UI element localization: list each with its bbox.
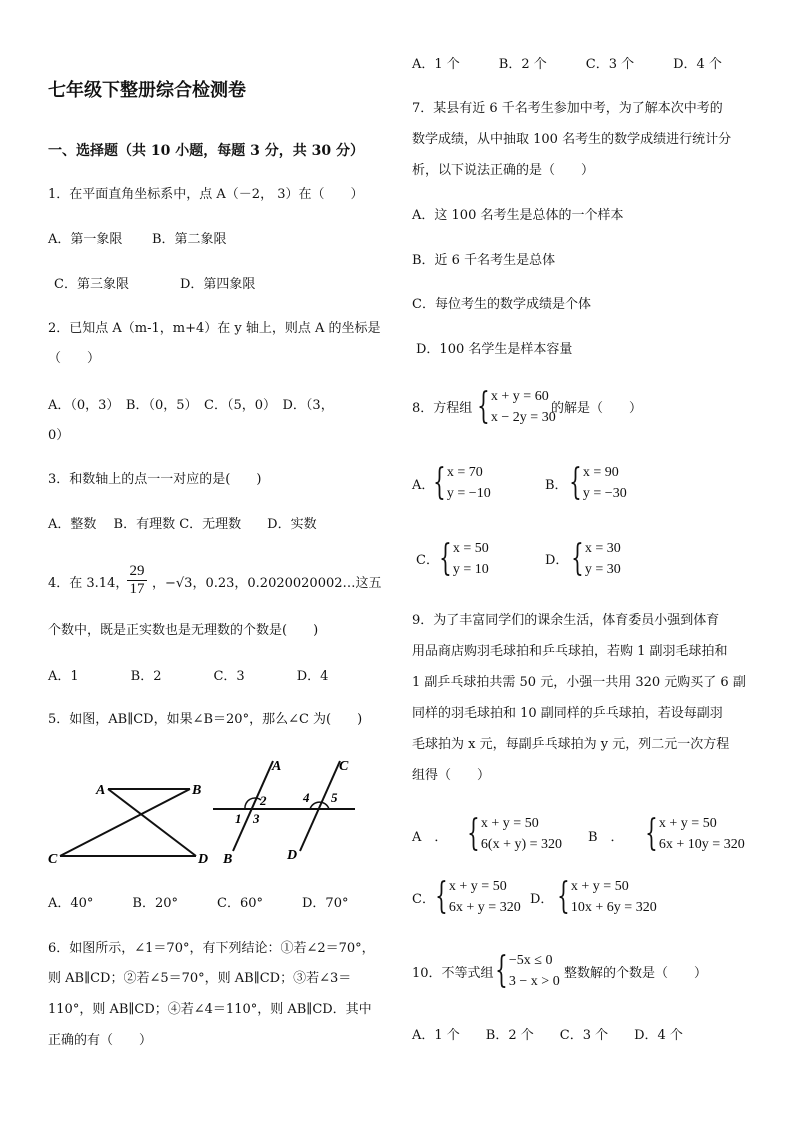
q10-eq2: 3 − x > 0 bbox=[508, 974, 560, 989]
q6-stem-line4: 正确的有（ ） bbox=[48, 1033, 153, 1048]
q9-option-b-eq2: 6x + 10y = 320 bbox=[658, 837, 745, 852]
q5-figure bbox=[40, 772, 220, 870]
q9-stem-line3: 1 副乒乓球拍共需 50 元，小强一共用 320 元购买了 6 副 bbox=[412, 675, 746, 690]
brace-icon: { bbox=[439, 538, 452, 579]
q8-option-b-system bbox=[564, 462, 627, 504]
brace-icon: { bbox=[435, 876, 448, 917]
q8-option-b-label: B． bbox=[545, 478, 568, 493]
brace-icon: { bbox=[557, 876, 570, 917]
q9-stem-line2: 用品商店购羽毛球拍和乒乓球拍，若购 1 副羽毛球拍和 bbox=[412, 644, 728, 659]
q1-option-c: C．第三象限 bbox=[54, 277, 129, 292]
q9-stem-line6: 组得（ ） bbox=[412, 768, 491, 783]
brace-icon: { bbox=[571, 538, 584, 579]
section-heading: 一、选择题（共 10 小题，每题 3 分，共 30 分） bbox=[48, 143, 364, 159]
point-d-label: D bbox=[287, 848, 298, 863]
q9-option-a-eq1: x + y = 50 bbox=[480, 816, 539, 831]
q8-option-c-system bbox=[434, 538, 489, 580]
q7-stem-line2: 数学成绩，从中抽取 100 名考生的数学成绩进行统计分 bbox=[412, 132, 732, 147]
q8-eq1: x + y = 60 bbox=[490, 389, 549, 404]
q9-option-a-eq2: 6(x + y) = 320 bbox=[480, 837, 563, 852]
q2-options: A．（0，3） B．（0，5） C．（5，0） D．（3， bbox=[48, 398, 334, 413]
q8-eq2: x − 2y = 30 bbox=[490, 410, 556, 425]
segment-ad bbox=[108, 789, 196, 856]
q6-options: A．1 个 B．2 个 C．3 个 D．4 个 bbox=[412, 57, 722, 72]
q5-options: A．40° B．20° C．60° D．70° bbox=[48, 896, 349, 911]
line-ab bbox=[233, 761, 273, 851]
q8-option-d-system bbox=[566, 538, 621, 580]
q9-option-d-eq2: 10x + 6y = 320 bbox=[570, 900, 657, 915]
q8-option-a-eq1: x = 70 bbox=[446, 465, 483, 480]
angle-5-label: 5 bbox=[331, 790, 338, 805]
q10-eq1: −5x ≤ 0 bbox=[508, 953, 553, 968]
q7-option-c: C．每位考生的数学成绩是个体 bbox=[412, 297, 591, 312]
q9-option-b-label: B ． bbox=[588, 830, 624, 845]
q7-option-d: D．100 名学生是样本容量 bbox=[416, 342, 573, 357]
q9-option-c-eq2: 6x + y = 320 bbox=[448, 900, 521, 915]
brace-icon: { bbox=[645, 813, 658, 854]
q3-options: A．整数 B．有理数 C．无理数 D．实数 bbox=[48, 517, 317, 532]
q4-stem-line2: 个数中，既是正实数也是无理数的个数是( ) bbox=[48, 623, 319, 638]
brace-icon: { bbox=[569, 462, 582, 503]
angle-4-label: 4 bbox=[303, 790, 310, 805]
point-a-label: A bbox=[96, 783, 106, 798]
brace-icon: { bbox=[467, 813, 480, 854]
q8-option-b-eq2: y = −30 bbox=[582, 486, 627, 501]
angle-2-label: 2 bbox=[260, 793, 267, 808]
brace-icon: { bbox=[433, 462, 446, 503]
q8-stem-start: 8．方程组 bbox=[412, 401, 473, 416]
q9-stem-line4: 同样的羽毛球拍和 10 副同样的乒乓球拍，若设每副羽 bbox=[412, 706, 723, 721]
q8-option-d-eq2: y = 30 bbox=[584, 562, 621, 577]
point-c-label: C bbox=[339, 759, 349, 774]
segment-bc bbox=[60, 789, 190, 856]
q7-stem-line1: 7．某县有近 6 千名考生参加中考，为了解本次中考的 bbox=[412, 101, 723, 116]
q7-stem-line3: 析，以下说法正确的是（ ） bbox=[412, 163, 595, 178]
q3-stem: 3．和数轴上的点一一对应的是( ) bbox=[48, 472, 262, 487]
q9-option-a-label: A ． bbox=[412, 830, 448, 845]
angle-1-label: 1 bbox=[235, 811, 242, 826]
q8-system bbox=[472, 386, 556, 428]
point-a-label: A bbox=[272, 759, 282, 774]
q10-stem-start: 10．不等式组 bbox=[412, 966, 494, 981]
q8-option-a-label: A． bbox=[412, 478, 435, 493]
q9-option-b-system bbox=[640, 813, 745, 855]
q9-option-d-eq1: x + y = 50 bbox=[570, 879, 629, 894]
brace-icon: { bbox=[477, 386, 490, 427]
q8-option-b-eq1: x = 90 bbox=[582, 465, 619, 480]
q8-stem-end: 的解是（ ） bbox=[551, 401, 643, 416]
q4-fraction bbox=[127, 563, 147, 598]
angle-3-label: 3 bbox=[253, 811, 260, 826]
q9-option-d-system bbox=[552, 876, 657, 918]
q6-stem-line1: 6．如图所示，∠1＝70°，有下列结论：①若∠2＝70°， bbox=[48, 941, 375, 956]
q2-options-cont: 0） bbox=[48, 428, 70, 443]
point-b-label: B bbox=[192, 783, 202, 798]
q10-stem-end: 整数解的个数是（ ） bbox=[564, 966, 708, 981]
q1-option-a: A．第一象限 bbox=[48, 232, 123, 247]
q9-option-a-system bbox=[462, 813, 562, 855]
q7-option-a: A．这 100 名考生是总体的一个样本 bbox=[412, 208, 624, 223]
q4-fraction-numerator: 29 bbox=[129, 563, 145, 579]
q10-system bbox=[490, 950, 560, 992]
q1-option-d: D．第四象限 bbox=[180, 277, 256, 292]
q8-option-c-eq2: y = 10 bbox=[452, 562, 489, 577]
q8-option-c-label: C． bbox=[416, 553, 439, 568]
q8-option-a-eq2: y = −10 bbox=[446, 486, 491, 501]
q9-option-c-label: C． bbox=[412, 892, 435, 907]
q5-stem: 5．如图，AB∥CD，如果∠B＝20°，那么∠C 为( ) bbox=[48, 712, 363, 727]
point-b-label: B bbox=[223, 852, 233, 867]
page-title: 七年级下整册综合检测卷 bbox=[48, 80, 246, 101]
point-c-label: C bbox=[48, 852, 58, 867]
point-d-label: D bbox=[198, 852, 209, 867]
q9-option-c-eq1: x + y = 50 bbox=[448, 879, 507, 894]
q9-option-c-system bbox=[430, 876, 521, 918]
q2-stem-cont: （ ） bbox=[48, 351, 101, 366]
line-cd bbox=[300, 761, 340, 851]
q6-stem-line3: 110°，则 AB∥CD；④若∠4＝110°，则 AB∥CD．其中 bbox=[48, 1002, 372, 1017]
q1-stem: 1．在平面直角坐标系中，点 A（－2， 3）在（ ） bbox=[48, 187, 364, 202]
q1-option-b: B．第二象限 bbox=[152, 232, 227, 247]
q7-option-b: B．近 6 千名考生是总体 bbox=[412, 253, 556, 268]
q4-fraction-denominator: 17 bbox=[129, 581, 145, 597]
q8-option-d-label: D． bbox=[545, 553, 569, 568]
q2-stem: 2．已知点 A（m-1，m+4）在 y 轴上，则点 A 的坐标是 bbox=[48, 321, 381, 336]
q10-options: A．1 个 B．2 个 C．3 个 D．4 个 bbox=[412, 1028, 683, 1043]
q9-option-d-label: D． bbox=[530, 892, 554, 907]
q9-stem-line5: 毛球拍为 x 元，每副乒乓球拍为 y 元，列二元一次方程 bbox=[412, 737, 730, 752]
q8-option-a-system bbox=[428, 462, 491, 504]
q4-stem-rest: ，−√3，0.23，0.2020020002…这五 bbox=[152, 576, 382, 591]
q9-stem-line1: 9．为了丰富同学们的课余生活，体育委员小强到体育 bbox=[412, 613, 720, 628]
q4-stem-start: 4．在 3.14， bbox=[48, 576, 129, 591]
q9-option-b-eq1: x + y = 50 bbox=[658, 816, 717, 831]
q6-stem-line2: 则 AB∥CD；②若∠5＝70°，则 AB∥CD；③若∠3＝ bbox=[48, 971, 352, 986]
q6-figure bbox=[205, 755, 365, 870]
q8-option-d-eq1: x = 30 bbox=[584, 541, 621, 556]
brace-icon: { bbox=[495, 950, 508, 991]
q4-options: A．1 B．2 C．3 D．4 bbox=[48, 669, 329, 684]
q8-option-c-eq1: x = 50 bbox=[452, 541, 489, 556]
